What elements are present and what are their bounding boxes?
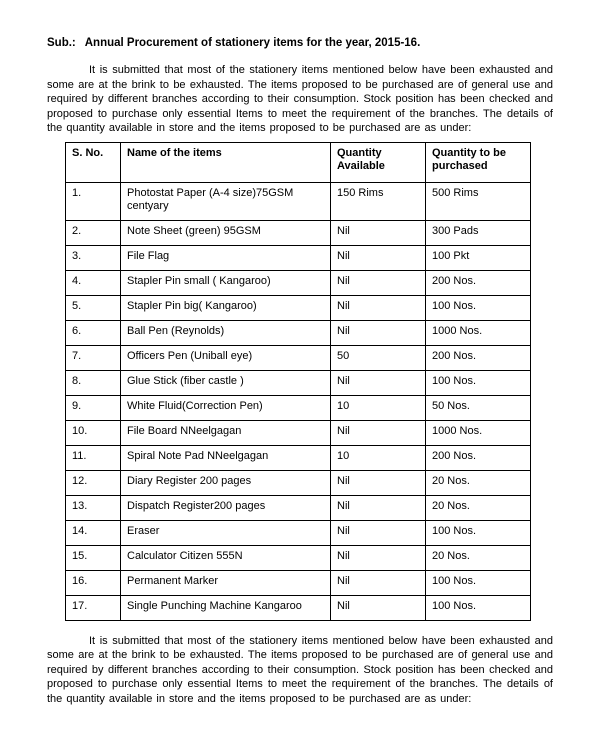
- cell-qty-purchase: 50 Nos.: [426, 395, 531, 420]
- cell-qty-available: Nil: [331, 470, 426, 495]
- cell-qty-available: Nil: [331, 420, 426, 445]
- item-row: [66, 445, 531, 470]
- cell-sno: 12.: [66, 470, 121, 495]
- cell-qty-purchase: 200 Nos.: [426, 445, 531, 470]
- cell-item-name: Photostat Paper (A-4 size)75GSM centyary: [121, 182, 331, 220]
- item-row: [66, 545, 531, 570]
- cell-qty-available: Nil: [331, 320, 426, 345]
- cell-sno: 3.: [66, 245, 121, 270]
- cell-sno: 16.: [66, 570, 121, 595]
- item-row: [66, 570, 531, 595]
- cell-qty-purchase: 100 Nos.: [426, 520, 531, 545]
- cell-item-name: Ball Pen (Reynolds): [121, 320, 331, 345]
- cell-sno: 6.: [66, 320, 121, 345]
- cell-qty-available: Nil: [331, 520, 426, 545]
- cell-sno: 7.: [66, 345, 121, 370]
- cell-qty-purchase: 100 Nos.: [426, 370, 531, 395]
- cell-qty-purchase: 100 Pkt: [426, 245, 531, 270]
- cell-item-name: Calculator Citizen 555N: [121, 545, 331, 570]
- cell-sno: 15.: [66, 545, 121, 570]
- item-row: [66, 220, 531, 245]
- cell-sno: 5.: [66, 295, 121, 320]
- cell-sno: 8.: [66, 370, 121, 395]
- item-row: [66, 470, 531, 495]
- cell-qty-available: 50: [331, 345, 426, 370]
- cell-item-name: White Fluid(Correction Pen): [121, 395, 331, 420]
- items-table: [65, 142, 531, 621]
- cell-item-name: Single Punching Machine Kangaroo: [121, 595, 331, 620]
- cell-item-name: Stapler Pin small ( Kangaroo): [121, 270, 331, 295]
- cell-item-name: File Board NNeelgagan: [121, 420, 331, 445]
- item-row: [66, 295, 531, 320]
- cell-qty-purchase: 20 Nos.: [426, 495, 531, 520]
- cell-qty-available: Nil: [331, 295, 426, 320]
- cell-item-name: Eraser: [121, 520, 331, 545]
- cell-sno: 13.: [66, 495, 121, 520]
- cell-qty-purchase: 1000 Nos.: [426, 320, 531, 345]
- header-qty-available: Quantity Available: [331, 142, 426, 182]
- header-item-name: Name of the items: [121, 142, 331, 182]
- items-table-body: [66, 182, 531, 620]
- cell-sno: 2.: [66, 220, 121, 245]
- subject-line: [47, 36, 553, 50]
- cell-item-name: Dispatch Register200 pages: [121, 495, 331, 520]
- subject-text: Annual Procurement of stationery items for the year, 2015-16.: [84, 37, 421, 49]
- cell-qty-available: Nil: [331, 220, 426, 245]
- item-row: [66, 270, 531, 295]
- closing-paragraph: It is submitted that most of the stationery items mentioned below have been exhausted and some are at the brink to be exhausted. The items proposed to be purchased are of general use and required by different branches according to their consumption. Stock position has been checked and proposed to purchase only essential Items to meet the requirement of the branches. The details of the quantity available in store and the items proposed to be purchased are as under:: [47, 634, 553, 705]
- header-qty-purchase: Quantity to be purchased: [426, 142, 531, 182]
- cell-qty-purchase: 1000 Nos.: [426, 420, 531, 445]
- cell-qty-purchase: 20 Nos.: [426, 470, 531, 495]
- cell-sno: 9.: [66, 395, 121, 420]
- cell-qty-purchase: 100 Nos.: [426, 295, 531, 320]
- table-header-row: [66, 142, 531, 182]
- item-row: [66, 320, 531, 345]
- header-sno: S. No.: [66, 142, 121, 182]
- cell-sno: 4.: [66, 270, 121, 295]
- cell-qty-purchase: 500 Rims: [426, 182, 531, 220]
- cell-item-name: Note Sheet (green) 95GSM: [121, 220, 331, 245]
- cell-sno: 10.: [66, 420, 121, 445]
- cell-item-name: Spiral Note Pad NNeelgagan: [121, 445, 331, 470]
- cell-qty-purchase: 100 Nos.: [426, 570, 531, 595]
- cell-qty-purchase: 100 Nos.: [426, 595, 531, 620]
- item-row: [66, 245, 531, 270]
- cell-qty-available: Nil: [331, 270, 426, 295]
- cell-item-name: Officers Pen (Uniball eye): [121, 345, 331, 370]
- cell-qty-purchase: 20 Nos.: [426, 545, 531, 570]
- cell-qty-available: 10: [331, 395, 426, 420]
- cell-item-name: Glue Stick (fiber castle ): [121, 370, 331, 395]
- subject-label: Sub.:: [47, 37, 76, 49]
- item-row: [66, 520, 531, 545]
- cell-qty-available: 10: [331, 445, 426, 470]
- cell-qty-available: Nil: [331, 495, 426, 520]
- cell-sno: 14.: [66, 520, 121, 545]
- cell-qty-available: 150 Rims: [331, 182, 426, 220]
- item-row: [66, 595, 531, 620]
- cell-qty-purchase: 200 Nos.: [426, 270, 531, 295]
- intro-paragraph: It is submitted that most of the stationery items mentioned below have been exhausted and some are at the brink to be exhausted. The items proposed to be purchased are of general use and required by different branches according to their consumption. Stock position has been checked and proposed to purchase only essential Items to meet the requirement of the branches. The details of the quantity available in store and the items proposed to be purchased are as under:: [47, 64, 553, 134]
- item-row: [66, 495, 531, 520]
- closing-paragraph-clip: [47, 634, 553, 714]
- cell-qty-available: Nil: [331, 370, 426, 395]
- cell-qty-purchase: 200 Nos.: [426, 345, 531, 370]
- item-row: [66, 345, 531, 370]
- cell-sno: 11.: [66, 445, 121, 470]
- cell-qty-available: Nil: [331, 245, 426, 270]
- cell-sno: 17.: [66, 595, 121, 620]
- cell-item-name: Diary Register 200 pages: [121, 470, 331, 495]
- cell-qty-available: Nil: [331, 595, 426, 620]
- item-row: [66, 370, 531, 395]
- cell-item-name: Permanent Marker: [121, 570, 331, 595]
- cell-item-name: File Flag: [121, 245, 331, 270]
- cell-sno: 1.: [66, 182, 121, 220]
- cell-qty-available: Nil: [331, 545, 426, 570]
- cell-qty-purchase: 300 Pads: [426, 220, 531, 245]
- item-row: [66, 420, 531, 445]
- item-row: [66, 395, 531, 420]
- cell-qty-available: Nil: [331, 570, 426, 595]
- cell-item-name: Stapler Pin big( Kangaroo): [121, 295, 331, 320]
- item-row: [66, 182, 531, 220]
